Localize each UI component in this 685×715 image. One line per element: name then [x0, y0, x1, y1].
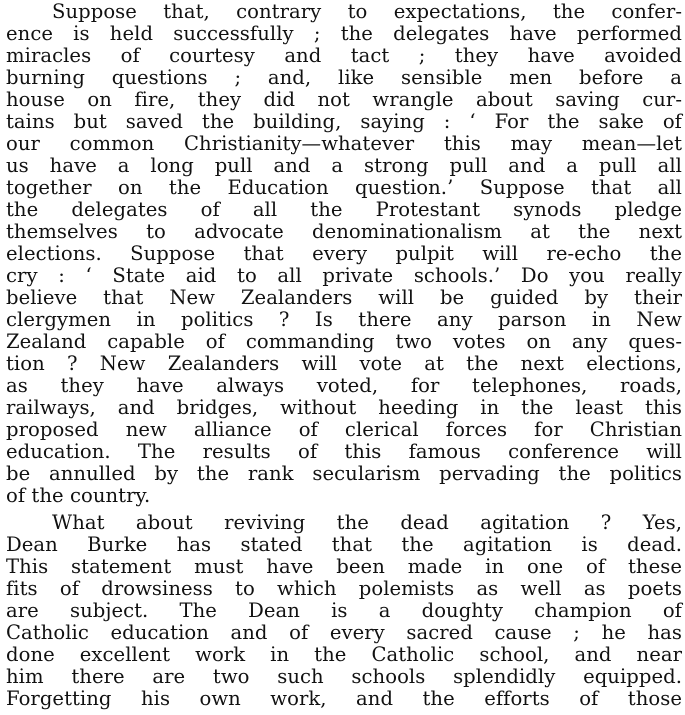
text-line: Zealand capable of commanding two votes on any ques-	[6, 330, 682, 353]
text-line: him there are two such schools splendidly equipped.	[6, 665, 682, 688]
text-line: the delegates of all the Protestant synods pledge	[6, 198, 682, 221]
text-line: proposed new alliance of clerical forces for Christian	[6, 418, 682, 441]
text-line: tion ? New Zealanders will vote at the next elections,	[6, 352, 682, 375]
text-line: are subject. The Dean is a doughty champion of	[6, 599, 682, 622]
text-line: What about reviving the dead agitation ? Yes,	[52, 511, 682, 534]
text-line: done excellent work in the Catholic school, and near	[6, 643, 682, 666]
text-line: Suppose that, contrary to expectations, the confer-	[52, 0, 682, 23]
newspaper-column	[6, 0, 682, 715]
text-line: education. The results of this famous conference will	[6, 440, 682, 463]
text-line: miracles of courtesy and tact ; they have avoided	[6, 44, 682, 67]
text-line: us have a long pull and a strong pull and a pull all	[6, 154, 682, 177]
text-line: railways, and bridges, without heeding in the least this	[6, 396, 682, 419]
text-line: themselves to advocate denominationalism at the next	[6, 220, 682, 243]
text-line: as they have always voted, for telephones, roads,	[6, 374, 682, 397]
text-line: believe that New Zealanders will be guided by their	[6, 286, 682, 309]
text-line: house on fire, they did not wrangle about saving cur-	[6, 88, 682, 111]
text-line: Forgetting his own work, and the efforts of those	[6, 687, 682, 710]
text-line: of the country.	[6, 484, 151, 507]
text-line: tains but saved the building, saying : ‘ For the sake of	[6, 110, 682, 133]
text-line: together on the Education question.’ Suppose that all	[6, 176, 682, 199]
text-line: Dean Burke has stated that the agitation is dead.	[6, 533, 682, 556]
text-line: Catholic education and of every sacred cause ; he has	[6, 621, 682, 644]
text-line: fits of drowsiness to which polemists as well as poets	[6, 577, 682, 600]
text-line: ence is held successfully ; the delegates have performed	[6, 22, 682, 45]
text-line: This statement must have been made in one of these	[6, 555, 682, 578]
text-line: be annulled by the rank secularism pervading the politics	[6, 462, 682, 485]
text-line: clergymen in politics ? Is there any parson in New	[6, 308, 682, 331]
text-line: elections. Suppose that every pulpit will re-echo the	[6, 242, 682, 265]
text-line: our common Christianity—whatever this may mean—let	[6, 132, 682, 155]
text-line: burning questions ; and, like sensible men before a	[6, 66, 682, 89]
text-line: cry : ‘ State aid to all private schools.’ Do you really	[6, 264, 682, 287]
